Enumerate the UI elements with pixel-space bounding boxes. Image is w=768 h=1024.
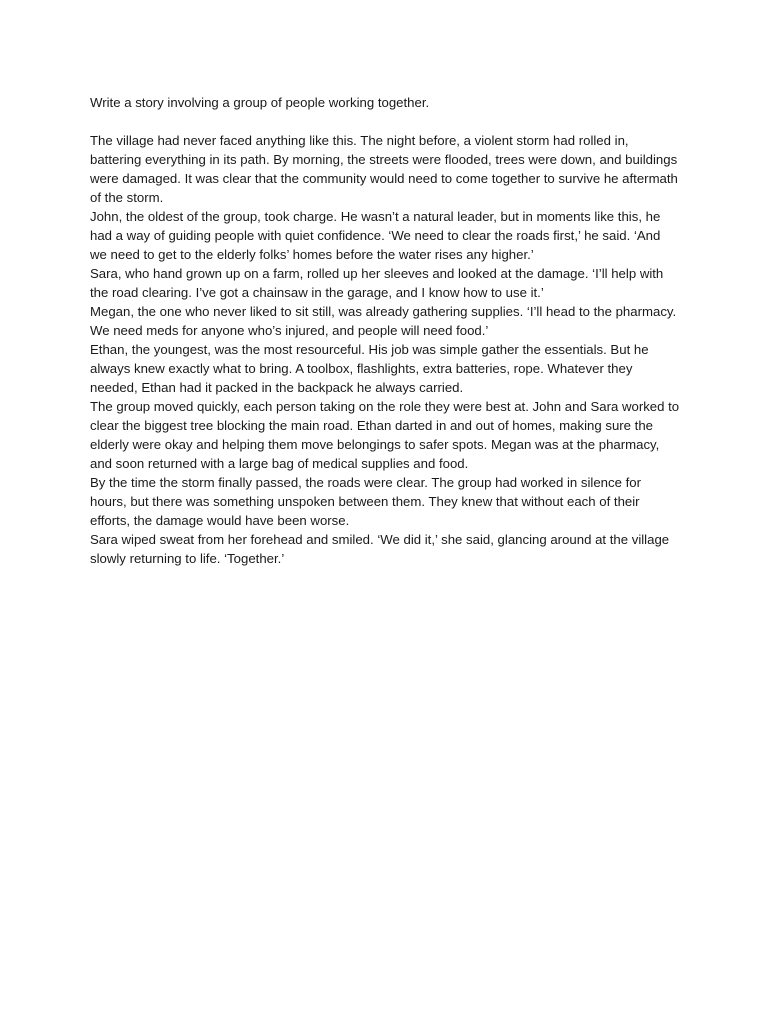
paragraph-6: The group moved quickly, each person taking on the role they were best at. John and Sara worked to clear the biggest tree blocking the main road. Ethan darted in and out of homes, making sure the elderly were okay and helping them move belongings to safer spots. Megan was at the pharmacy, and soon returned with a large bag of medical supplies and food. [90, 399, 680, 471]
paragraph-2: John, the oldest of the group, took charge. He wasn’t a natural leader, but in moments like this, he had a way of guiding people with quiet confidence. ‘We need to clear the roads first,’ he said. ‘And we need to get to the elderly folks’ homes before the water rises any higher.’ [90, 209, 661, 262]
paragraph-8: Sara wiped sweat from her forehead and smiled. ‘We did it,’ she said, glancing around at the village slowly returning to life. ‘Together.’ [90, 532, 670, 566]
paragraph-7: By the time the storm finally passed, the roads were clear. The group had worked in silence for hours, but there was something unspoken between them. They knew that without each of their efforts, the damage would have been worse. [90, 475, 641, 528]
paragraph-1: The village had never faced anything like this. The night before, a violent storm had rolled in, battering everything in its path. By morning, the streets were flooded, trees were down, and buildings were damaged. It was clear that the community would need to come together to survive he aftermath of the storm. [90, 133, 678, 205]
paragraph-4: Megan, the one who never liked to sit still, was already gathering supplies. ‘I’ll head to the pharmacy. We need meds for anyone who’s injured, and people will need food.’ [90, 304, 677, 338]
paragraph-3: Sara, who hand grown up on a farm, rolled up her sleeves and looked at the damage. ‘I’ll help with the road clearing. I’ve got a chainsaw in the garage, and I know how to use it.’ [90, 266, 664, 300]
blank-line [90, 112, 680, 131]
paragraph-5: Ethan, the youngest, was the most resourceful. His job was simple gather the essentials. But he always knew exactly what to bring. A toolbox, flashlights, extra batteries, rope. Whatever they needed, Ethan had it packed in the backpack he always carried. [90, 342, 649, 395]
prompt-text: Write a story involving a group of people working together. [90, 95, 430, 110]
